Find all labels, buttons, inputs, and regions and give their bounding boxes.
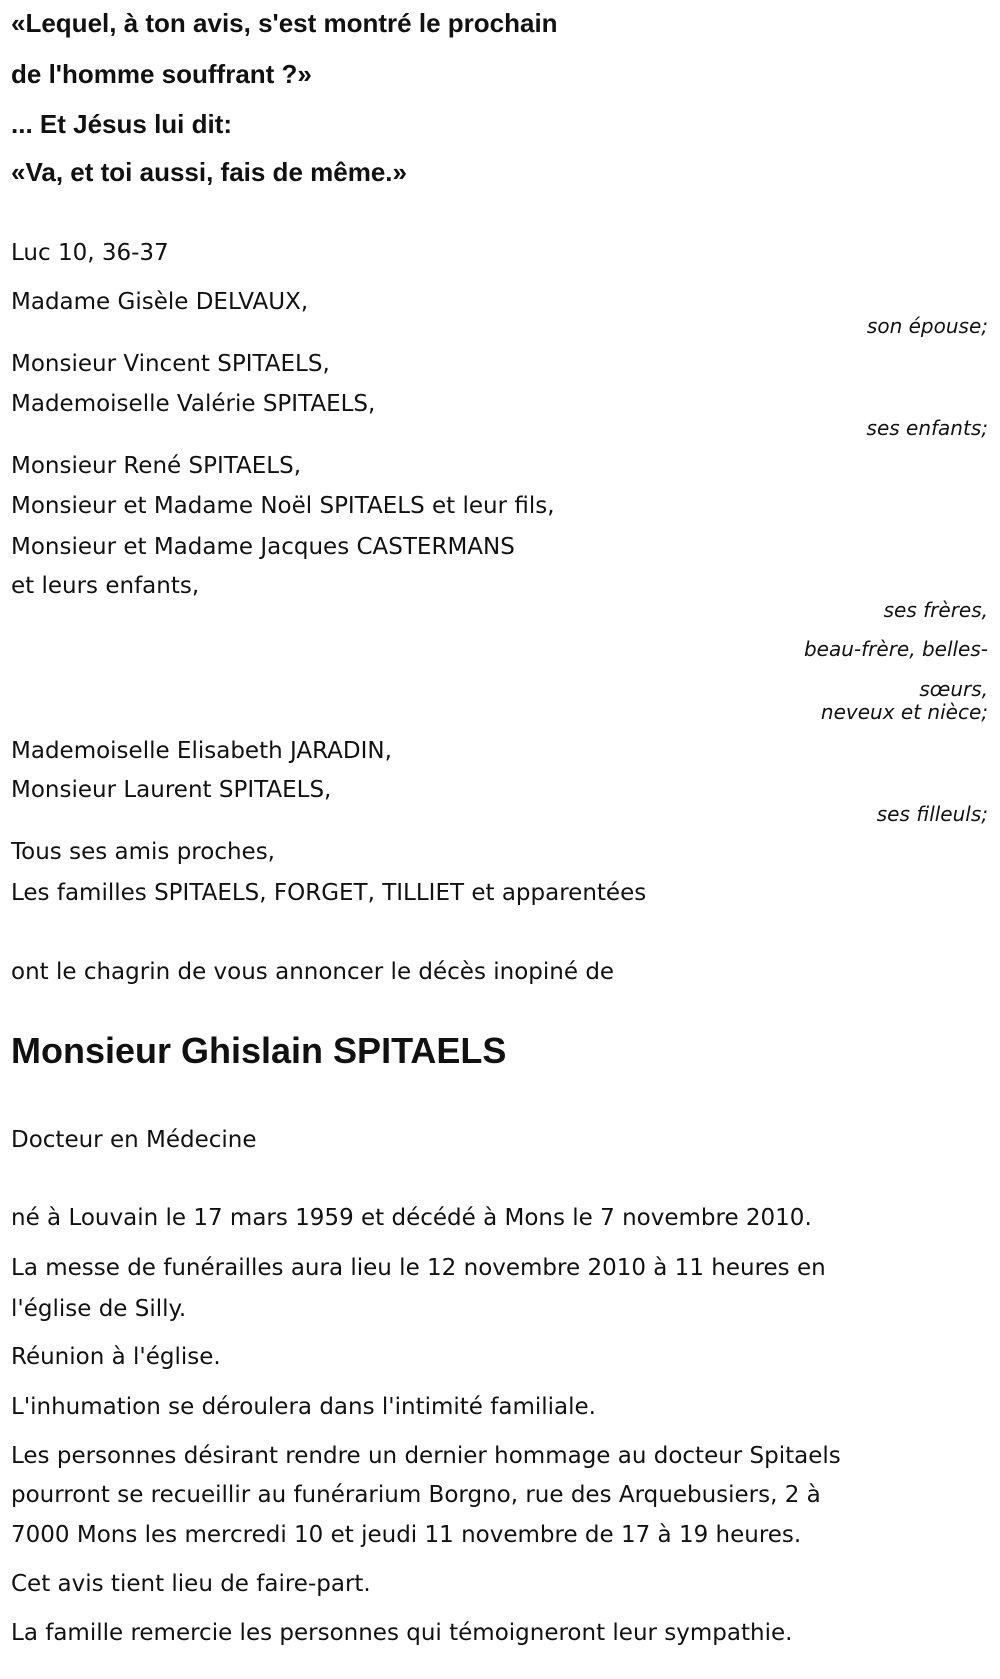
family-role: beau-frère, belles- (803, 637, 988, 661)
quote-line: de l'homme souffrant ?» (11, 59, 312, 89)
detail-line: La messe de funérailles aura lieu le 12 novembre 2010 à 11 heures en (11, 1255, 826, 1281)
quote-line: «Lequel, à ton avis, s'est montré le prochain (11, 8, 558, 38)
family-role: son épouse; (866, 314, 988, 338)
family-member: Monsieur et Madame Noël SPITAELS et leur fils, (11, 493, 555, 519)
family-member: Tous ses amis proches, (11, 839, 275, 865)
scripture-reference: Luc 10, 36-37 (11, 240, 169, 266)
deceased-name: Monsieur Ghislain SPITAELS (11, 1030, 507, 1071)
detail-line: L'inhumation se déroulera dans l'intimité familiale. (11, 1394, 596, 1420)
family-role: ses frères, (883, 598, 988, 622)
family-role: sœurs, (919, 677, 988, 701)
detail-line: Les personnes désirant rendre un dernier hommage au docteur Spitaels (11, 1443, 841, 1469)
family-member: Mademoiselle Elisabeth JARADIN, (11, 738, 392, 764)
detail-line: l'église de Silly. (11, 1296, 187, 1322)
detail-line: Réunion à l'église. (11, 1344, 221, 1370)
announcement-text: ont le chagrin de vous annoncer le décès inopiné de (11, 959, 615, 985)
family-role: ses enfants; (866, 416, 988, 440)
family-member: Monsieur Vincent SPITAELS, (11, 351, 330, 377)
detail-line: pourront se recueillir au funérarium Borgno, rue des Arquebusiers, 2 à (11, 1482, 821, 1508)
family-member: Monsieur Laurent SPITAELS, (11, 777, 332, 803)
quote-line: ... Et Jésus lui dit: (11, 109, 233, 139)
family-member: Mademoiselle Valérie SPITAELS, (11, 391, 376, 417)
family-member: Monsieur et Madame Jacques CASTERMANS (11, 534, 515, 560)
family-role: ses filleuls; (876, 802, 988, 826)
detail-line: né à Louvain le 17 mars 1959 et décédé à Mons le 7 novembre 2010. (11, 1205, 812, 1231)
family-member: Monsieur René SPITAELS, (11, 453, 302, 479)
family-role: neveux et nièce; (820, 700, 988, 724)
quote-line: «Va, et toi aussi, fais de même.» (11, 157, 407, 187)
detail-line: 7000 Mons les mercredi 10 et jeudi 11 novembre de 17 à 19 heures. (11, 1522, 802, 1548)
family-member: Madame Gisèle DELVAUX, (11, 289, 309, 315)
detail-line: Cet avis tient lieu de faire-part. (11, 1571, 371, 1597)
detail-line: La famille remercie les personnes qui témoigneront leur sympathie. (11, 1620, 793, 1646)
deceased-title: Docteur en Médecine (11, 1127, 257, 1153)
family-member: Les familles SPITAELS, FORGET, TILLIET et apparentées (11, 880, 647, 906)
family-member: et leurs enfants, (11, 573, 200, 599)
